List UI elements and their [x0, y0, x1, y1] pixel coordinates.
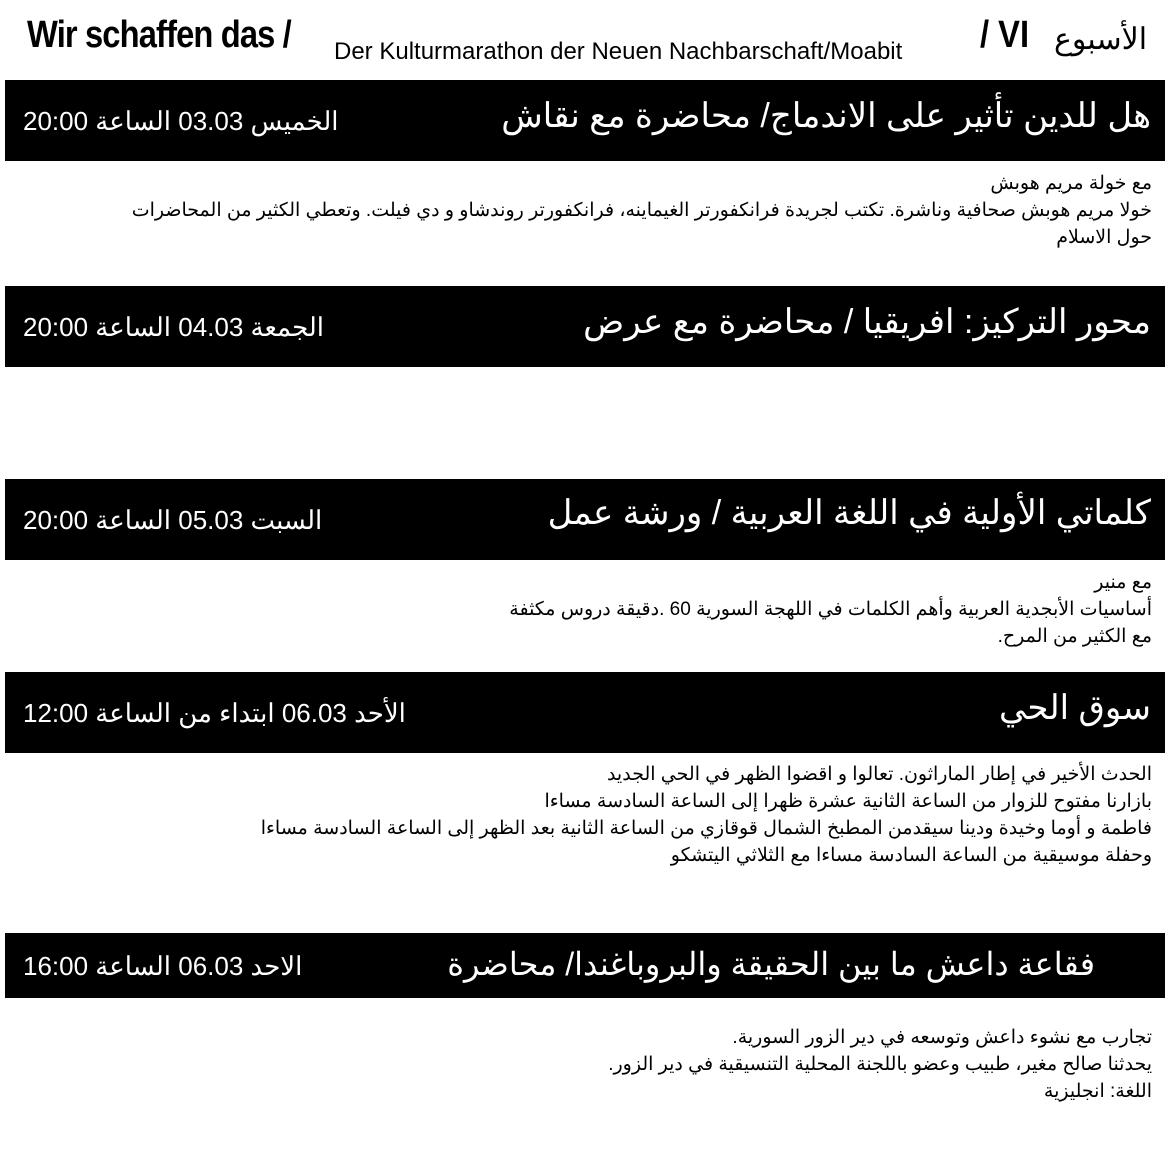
description-line: أساسيات الأبجدية العربية وأهم الكلمات في اللهجة السورية 60 .دقيقة دروس مكثفة: [509, 599, 1152, 620]
description-line: حول الاسلام: [1056, 227, 1152, 248]
description-line: تجارب مع نشوء داعش وتوسعه في دير الزور السورية.: [732, 1027, 1152, 1048]
event-bar: [5, 672, 1165, 753]
description-line: مع خولة مريم هوبش: [990, 173, 1152, 194]
description-line: الحدث الأخير في إطار الماراثون. تعالوا و اقضوا الظهر في الحي الجديد: [606, 764, 1152, 785]
event-title: سوق الحي: [999, 689, 1151, 727]
description-line: مع منير: [1094, 572, 1152, 593]
event-date: الاحد 06.03 الساعة 16:00: [23, 951, 303, 981]
event-title: كلماتي الأولية في اللغة العربية / ورشة عمل: [547, 494, 1151, 532]
event-bar: [5, 933, 1165, 998]
page-header: [0, 0, 1170, 78]
event-date: الجمعة 04.03 الساعة 20:00: [23, 312, 324, 342]
description-line: اللغة: انجليزية: [1043, 1081, 1152, 1102]
event-bar: [5, 80, 1165, 161]
week-number: / VI: [980, 14, 1030, 56]
event-bar: [5, 479, 1165, 560]
description-line: بازارنا مفتوح للزوار من الساعة الثانية عشرة ظهرا إلى الساعة السادسة مساءا: [544, 791, 1152, 812]
description-line: فاطمة و أوما وخيدة ودينا سيقدمن المطبخ الشمال قوقازي من الساعة الثانية بعد الظهر إلى الساعة السادسة مساءا: [260, 818, 1152, 839]
event-title: محور التركيز: افريقيا / محاضرة مع عرض: [583, 303, 1151, 341]
event-title: هل للدين تأثير على الاندماج/ محاضرة مع نقاش: [501, 97, 1151, 135]
event-date: الخميس 03.03 الساعة 20:00: [23, 106, 339, 136]
event-date: الأحد 06.03 ابتداء من الساعة 12:00: [23, 698, 406, 728]
main-title: Wir schaffen das /: [27, 14, 291, 56]
week-label: الأسبوع: [1054, 23, 1148, 56]
event-date: السبت 05.03 الساعة 20:00: [23, 505, 323, 535]
event-description: [42, 170, 1152, 251]
description-line: مع الكثير من المرح.: [997, 626, 1152, 647]
description-line: خولا مريم هوبش صحافية وناشرة. تكتب لجريدة فرانكفورتر الغيماينه، فرانكفورتر روندشاو و دي فيلت. وتعطي الكثير من المحاضرات: [131, 200, 1152, 221]
event-description: [42, 569, 1152, 650]
event-description: [42, 761, 1152, 869]
description-line: يحدثنا صالح مغير، طبيب وعضو باللجنة المحلية التنسيقية في دير الزور.: [608, 1054, 1152, 1075]
event-title: فقاعة داعش ما بين الحقيقة والبروباغندا/ محاضرة: [447, 946, 1095, 982]
event-bar: [5, 286, 1165, 367]
subtitle: Der Kulturmarathon der Neuen Nachbarschaft/Moabit: [334, 38, 903, 65]
event-description: [42, 1024, 1152, 1105]
description-line: وحفلة موسيقية من الساعة السادسة مساءا مع الثلاثي اليتشكو: [670, 845, 1152, 866]
